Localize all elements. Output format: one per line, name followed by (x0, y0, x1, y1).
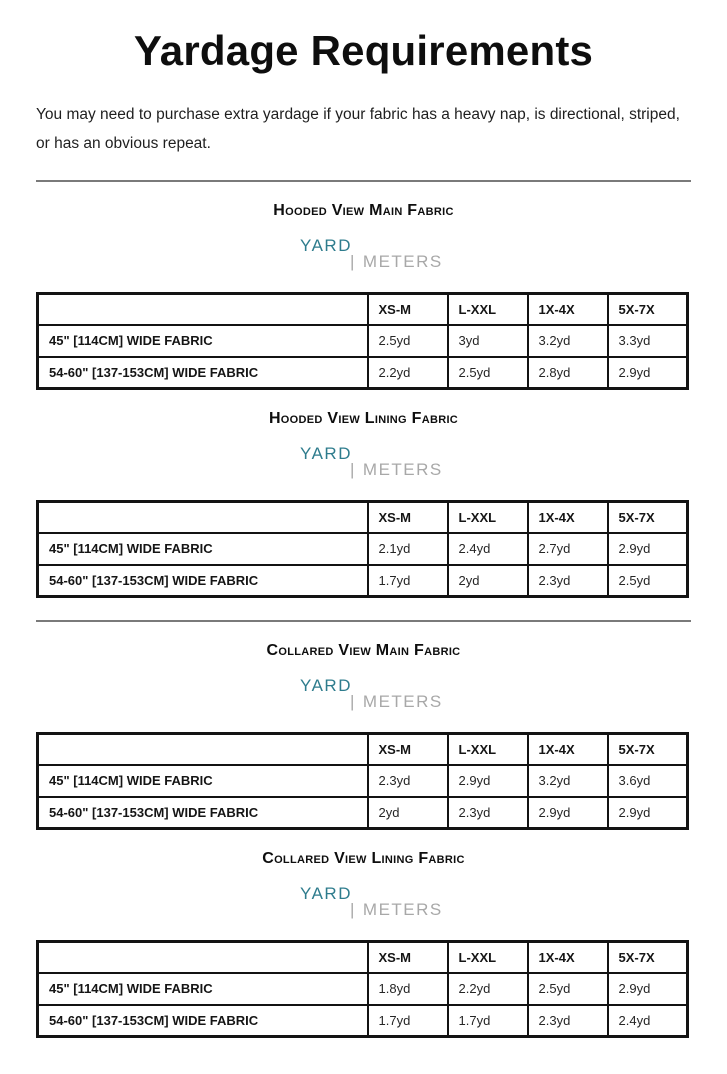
yardage-value: 2.5yd (528, 973, 608, 1005)
yard-tab[interactable]: YARD (300, 236, 352, 255)
yardage-table (36, 940, 689, 1038)
yardage-value: 1.7yd (448, 1005, 528, 1037)
fabric-width-label: 45" [114CM] WIDE FABRIC (38, 325, 368, 357)
size-col-header: L-XXL (448, 734, 528, 765)
table-row (38, 533, 688, 565)
yard-tab[interactable]: YARD (300, 444, 352, 463)
section-divider (36, 180, 691, 182)
yardage-value: 2.9yd (608, 533, 688, 565)
yardage-value: 2.5yd (448, 357, 528, 389)
fabric-width-label: 54-60" [137-153CM] WIDE FABRIC (38, 357, 368, 389)
yardage-value: 2.9yd (608, 973, 688, 1005)
size-col-header: 1X-4X (528, 502, 608, 533)
yardage-value: 1.7yd (368, 1005, 448, 1037)
size-col-header: 5X-7X (608, 734, 688, 765)
header-row (38, 942, 688, 973)
yardage-value: 3.2yd (528, 325, 608, 357)
corner-cell (38, 502, 368, 533)
section-heading: Collared View Lining Fabric (262, 850, 465, 867)
yardage-value: 2.3yd (368, 765, 448, 797)
yardage-value: 2yd (368, 797, 448, 829)
toggle-separator: | (350, 460, 356, 479)
table-row (38, 565, 688, 597)
page-title: Yardage Requirements (133, 27, 594, 74)
intro-text: You may need to purchase extra yardage if your fabric has a heavy nap, is directional, striped, or has an obvious repeat. (36, 106, 680, 152)
yardage-value: 3.6yd (608, 765, 688, 797)
header-row (38, 734, 688, 765)
yardage-value: 2.1yd (368, 533, 448, 565)
unit-toggle (300, 678, 691, 710)
unit-toggle (300, 238, 691, 270)
size-col-header: XS-M (368, 294, 448, 325)
yardage-value: 2.3yd (448, 797, 528, 829)
yardage-value: 3.3yd (608, 325, 688, 357)
yardage-table (36, 500, 689, 598)
section-collared-lining (36, 850, 691, 1038)
size-col-header: 5X-7X (608, 502, 688, 533)
yardage-value: 2.5yd (608, 565, 688, 597)
table-row (38, 325, 688, 357)
toggle-line2 (350, 254, 691, 270)
yardage-value: 2yd (448, 565, 528, 597)
yardage-page (0, 22, 727, 1074)
table-row (38, 797, 688, 829)
size-col-header: 1X-4X (528, 294, 608, 325)
yardage-value: 2.7yd (528, 533, 608, 565)
meters-tab[interactable]: METERS (362, 252, 443, 271)
unit-toggle (300, 446, 691, 478)
section-heading: Collared View Main Fabric (266, 642, 461, 659)
yardage-value: 2.9yd (448, 765, 528, 797)
yardage-value: 1.8yd (368, 973, 448, 1005)
meters-tab[interactable]: METERS (362, 900, 443, 919)
size-col-header: XS-M (368, 942, 448, 973)
yardage-table (36, 292, 689, 390)
size-col-header: L-XXL (448, 294, 528, 325)
yardage-value: 2.4yd (448, 533, 528, 565)
table-row (38, 973, 688, 1005)
meters-tab[interactable]: METERS (362, 692, 443, 711)
toggle-line2 (350, 902, 691, 918)
yardage-value: 3yd (448, 325, 528, 357)
yardage-value: 3.2yd (528, 765, 608, 797)
fabric-width-label: 45" [114CM] WIDE FABRIC (38, 973, 368, 1005)
size-col-header: L-XXL (448, 502, 528, 533)
yardage-value: 2.3yd (528, 565, 608, 597)
toggle-line2 (350, 462, 691, 478)
toggle-separator: | (350, 900, 356, 919)
yardage-value: 2.9yd (608, 797, 688, 829)
meters-tab[interactable]: METERS (362, 460, 443, 479)
section-hooded-main (36, 202, 691, 390)
corner-cell (38, 294, 368, 325)
yardage-value: 2.9yd (608, 357, 688, 389)
yardage-value: 2.3yd (528, 1005, 608, 1037)
size-col-header: XS-M (368, 734, 448, 765)
size-col-header: 5X-7X (608, 294, 688, 325)
size-col-header: 5X-7X (608, 942, 688, 973)
size-col-header: XS-M (368, 502, 448, 533)
yard-tab[interactable]: YARD (300, 884, 352, 903)
table-row (38, 1005, 688, 1037)
yard-tab[interactable]: YARD (300, 676, 352, 695)
size-col-header: 1X-4X (528, 734, 608, 765)
section-heading: Hooded View Lining Fabric (268, 410, 459, 427)
table-row (38, 357, 688, 389)
yardage-value: 2.5yd (368, 325, 448, 357)
yardage-table (36, 732, 689, 830)
section-heading: Hooded View Main Fabric (273, 202, 454, 219)
toggle-line2 (350, 694, 691, 710)
section-hooded-lining (36, 410, 691, 598)
fabric-width-label: 54-60" [137-153CM] WIDE FABRIC (38, 565, 368, 597)
toggle-separator: | (350, 692, 356, 711)
header-row (38, 502, 688, 533)
yardage-value: 2.2yd (368, 357, 448, 389)
yardage-value: 2.9yd (528, 797, 608, 829)
corner-cell (38, 734, 368, 765)
size-col-header: L-XXL (448, 942, 528, 973)
corner-cell (38, 942, 368, 973)
yardage-value: 2.4yd (608, 1005, 688, 1037)
table-row (38, 765, 688, 797)
fabric-width-label: 45" [114CM] WIDE FABRIC (38, 533, 368, 565)
yardage-value: 1.7yd (368, 565, 448, 597)
yardage-value: 2.2yd (448, 973, 528, 1005)
unit-toggle (300, 886, 691, 918)
fabric-width-label: 54-60" [137-153CM] WIDE FABRIC (38, 1005, 368, 1037)
section-divider (36, 620, 691, 622)
fabric-width-label: 54-60" [137-153CM] WIDE FABRIC (38, 797, 368, 829)
size-col-header: 1X-4X (528, 942, 608, 973)
section-collared-main (36, 642, 691, 830)
fabric-width-label: 45" [114CM] WIDE FABRIC (38, 765, 368, 797)
yardage-value: 2.8yd (528, 357, 608, 389)
toggle-separator: | (350, 252, 356, 271)
header-row (38, 294, 688, 325)
